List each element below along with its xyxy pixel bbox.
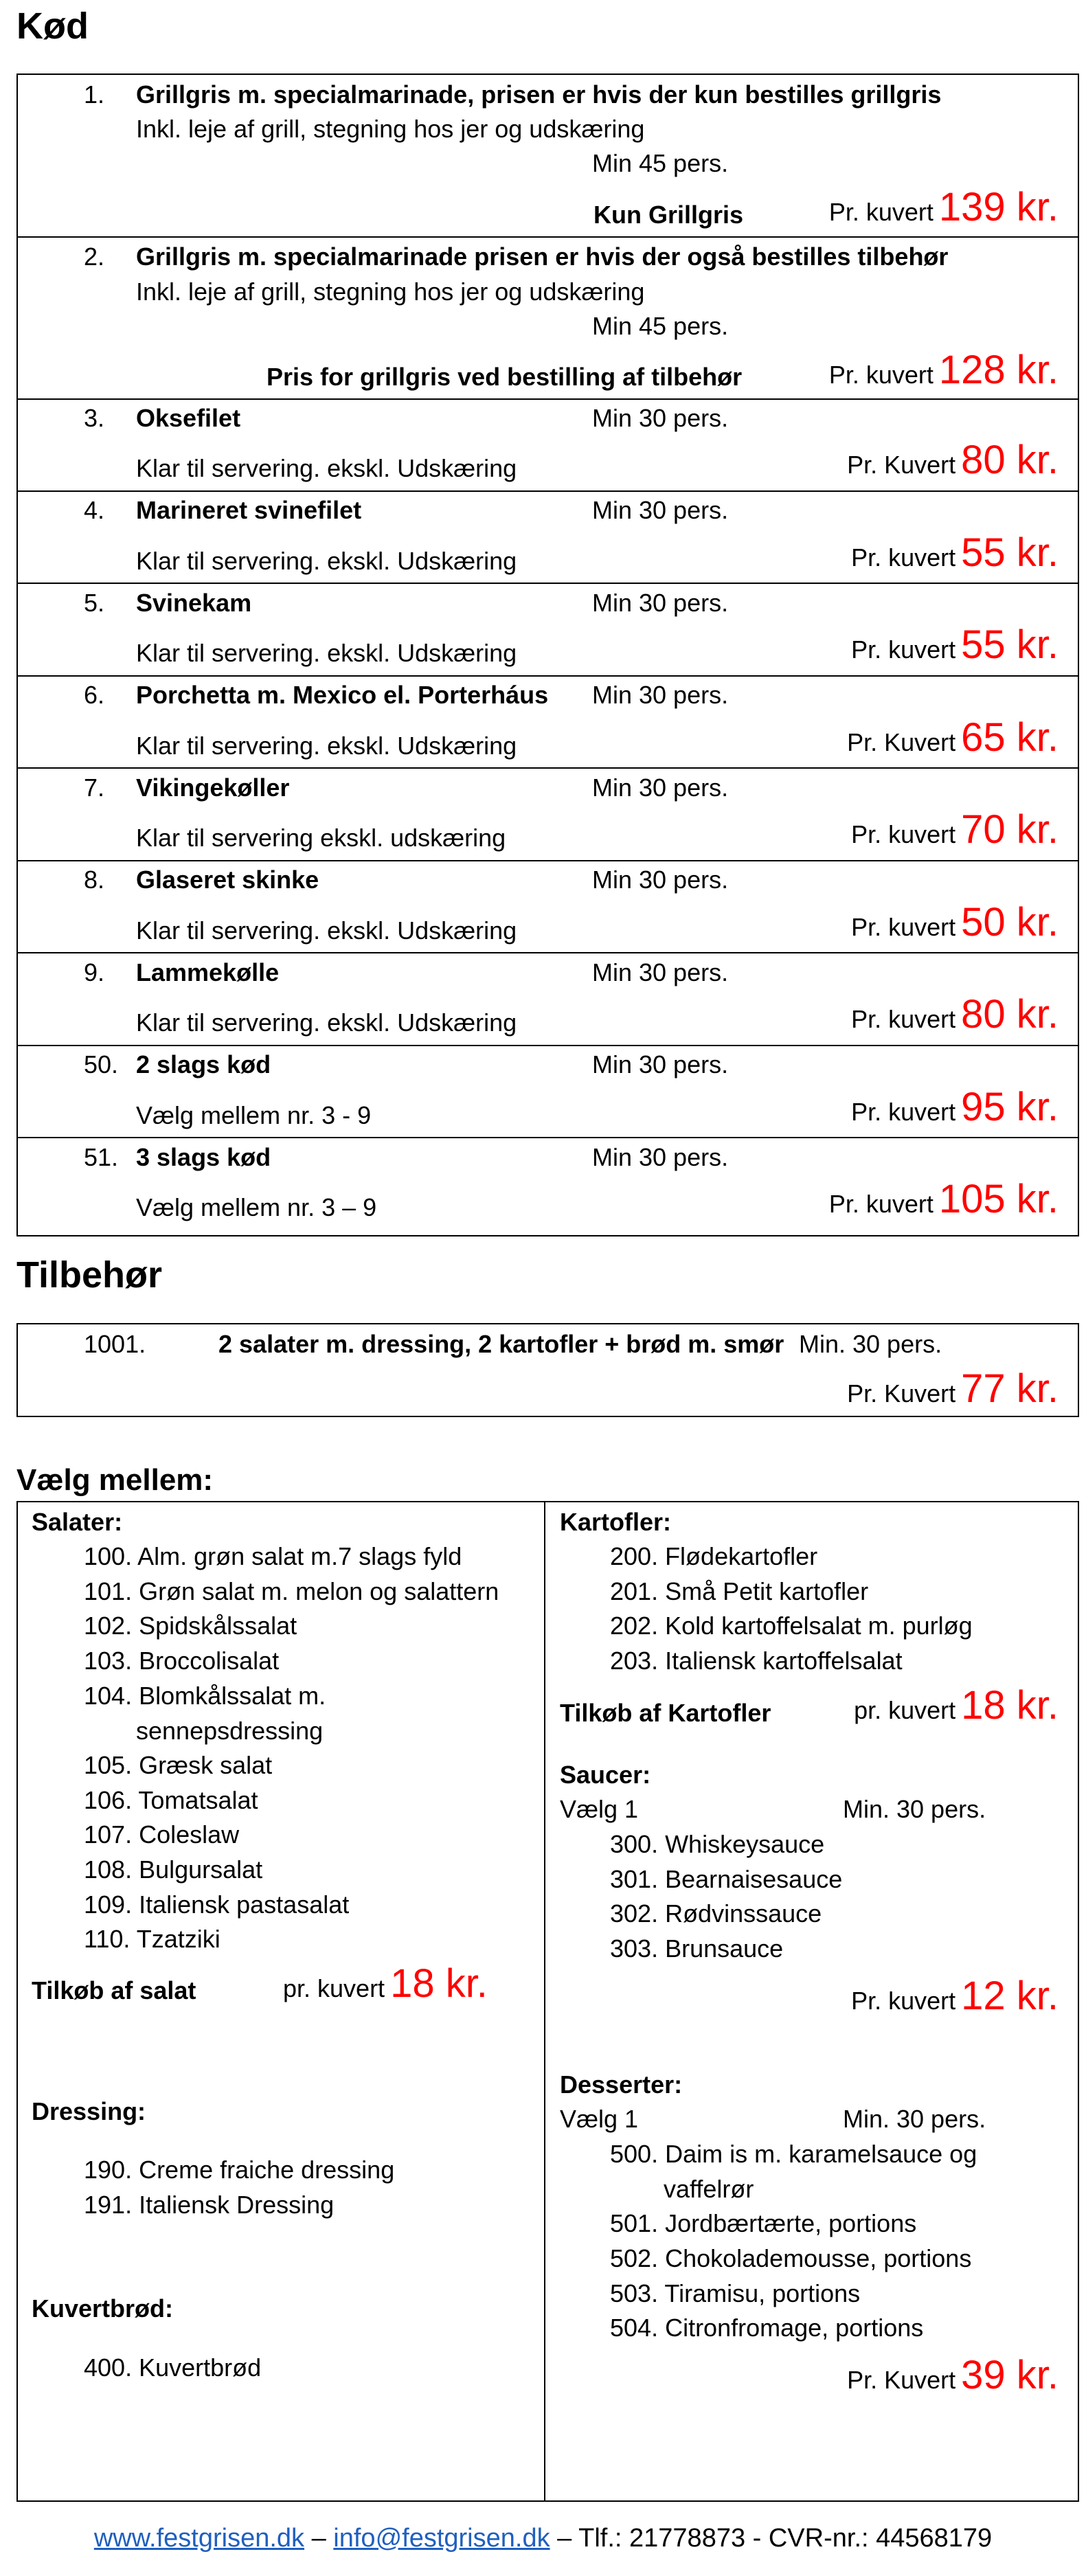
footer-contact-info: – Tlf.: 21778873 - CVR-nr.: 44568179 xyxy=(550,2524,993,2553)
dessert-item-continuation: vaffelrør xyxy=(664,2175,754,2203)
desserts-heading: Desserter: xyxy=(560,2070,683,2099)
meat-item-5-title: Svinekam xyxy=(136,589,252,617)
meat-item-5-desc: Klar til servering. ekskl. Udskæring xyxy=(136,639,517,667)
meat-item-1-desc: Inkl. leje af grill, stegning hos jer og udskæring xyxy=(136,115,645,143)
meat-item-3-title: Oksefilet xyxy=(136,404,241,432)
meat-item-51-desc: Vælg mellem nr. 3 – 9 xyxy=(136,1193,377,1221)
meat-item-8-desc: Klar til servering. ekskl. Udskæring xyxy=(136,916,517,945)
dressing-item: 190. Creme fraiche dressing xyxy=(84,2156,395,2184)
meat-heading: Kød xyxy=(16,5,89,47)
desserts-min: Min. 30 pers. xyxy=(843,2105,986,2133)
sauces-price: Pr. kuvert 12 kr. xyxy=(851,1974,1059,2018)
dressing-heading: Dressing: xyxy=(32,2097,146,2125)
meat-item-4-desc: Klar til servering. ekskl. Udskæring xyxy=(136,547,517,575)
meat-item-6-number: 6. xyxy=(84,681,105,709)
dessert-item: 502. Chokolademousse, portions xyxy=(610,2244,972,2272)
meat-item-7-number: 7. xyxy=(84,773,105,802)
meat-item-50-number: 50. xyxy=(84,1050,119,1078)
salads-heading: Salater: xyxy=(32,1508,123,1536)
meat-item-51-title: 3 slags kød xyxy=(136,1143,271,1171)
meat-item-50-min: Min 30 pers. xyxy=(592,1050,729,1078)
salad-item: 103. Broccolisalat xyxy=(84,1647,280,1675)
accessories-min: Min. 30 pers. xyxy=(799,1330,942,1358)
accessories-heading: Tilbehør xyxy=(16,1254,163,1296)
salad-item-continuation: sennepsdressing xyxy=(136,1717,324,1745)
meat-item-2-number: 2. xyxy=(84,242,105,271)
meat-item-5-price: Pr. kuvert 55 kr. xyxy=(851,622,1059,667)
salad-item: 102. Spidskålssalat xyxy=(84,1612,297,1640)
meat-item-2-price: Pr. kuvert 128 kr. xyxy=(828,348,1059,392)
potatoes-heading: Kartofler: xyxy=(560,1508,672,1536)
dessert-item: 503. Tiramisu, portions xyxy=(610,2279,861,2307)
salad-addon-label: Tilkøb af salat xyxy=(32,1976,196,2004)
meat-item-51-price: Pr. kuvert 105 kr. xyxy=(828,1177,1059,1221)
desserts-choose: Vælg 1 xyxy=(560,2105,639,2133)
footer xyxy=(0,2521,1086,2555)
salad-item: 108. Bulgursalat xyxy=(84,1855,263,1884)
website-link[interactable]: www.festgrisen.dk xyxy=(93,2524,305,2553)
meat-item-50-title: 2 slags kød xyxy=(136,1050,271,1078)
dressing-item: 191. Italiensk Dressing xyxy=(84,2191,335,2219)
sauce-item: 302. Rødvinssauce xyxy=(610,1899,822,1928)
meat-item-1-price: Pr. kuvert 139 kr. xyxy=(828,185,1059,229)
meat-item-8-price: Pr. kuvert 50 kr. xyxy=(851,900,1059,945)
potato-item: 203. Italiensk kartoffelsalat xyxy=(610,1647,903,1675)
meat-item-4-number: 4. xyxy=(84,496,105,524)
accessories-number: 1001. xyxy=(84,1330,146,1358)
potatoes-addon-label: Tilkøb af Kartofler xyxy=(560,1699,771,1727)
meat-item-5-min: Min 30 pers. xyxy=(592,589,729,617)
meat-item-9-title: Lammekølle xyxy=(136,958,280,986)
meat-item-4-min: Min 30 pers. xyxy=(592,496,729,524)
salad-item: 106. Tomatsalat xyxy=(84,1786,258,1814)
dessert-item: 500. Daim is m. karamelsauce og xyxy=(610,2140,977,2168)
salad-item: 100. Alm. grøn salat m.7 slags fyld xyxy=(84,1542,462,1570)
meat-item-1-min: Min 45 pers. xyxy=(592,149,729,177)
salad-item: 107. Coleslaw xyxy=(84,1820,240,1849)
meat-item-51-min: Min 30 pers. xyxy=(592,1143,729,1171)
meat-item-9-number: 9. xyxy=(84,958,105,986)
meat-item-8-min: Min 30 pers. xyxy=(592,866,729,894)
sauces-choose: Vælg 1 xyxy=(560,1795,639,1823)
salad-item: 110. Tzatziki xyxy=(84,1925,220,1953)
meat-item-2-title: Grillgris m. specialmarinade prisen er hvis der også bestilles tilbehør xyxy=(136,242,949,271)
meat-item-5-number: 5. xyxy=(84,589,105,617)
dessert-item: 504. Citronfromage, portions xyxy=(610,2314,924,2342)
meat-item-6-price: Pr. Kuvert 65 kr. xyxy=(847,715,1059,760)
meat-item-6-title: Porchetta m. Mexico el. Porterháus xyxy=(136,681,549,709)
choose-heading: Vælg mellem: xyxy=(16,1463,214,1497)
accessories-price: Pr. Kuvert 77 kr. xyxy=(847,1366,1059,1411)
meat-item-7-title: Vikingekøller xyxy=(136,773,290,802)
sauces-heading: Saucer: xyxy=(560,1761,651,1789)
salad-item: 101. Grøn salat m. melon og salattern xyxy=(84,1577,499,1605)
salad-item: 109. Italiensk pastasalat xyxy=(84,1890,350,1919)
meat-item-6-desc: Klar til servering. ekskl. Udskæring xyxy=(136,732,517,760)
potato-item: 200. Flødekartofler xyxy=(610,1542,818,1570)
footer-separator: – xyxy=(304,2524,334,2553)
meat-item-7-price: Pr. kuvert 70 kr. xyxy=(851,807,1059,852)
meat-item-3-min: Min 30 pers. xyxy=(592,404,729,432)
sauce-item: 300. Whiskeysauce xyxy=(610,1830,825,1858)
meat-item-3-number: 3. xyxy=(84,404,105,432)
meat-item-2-label: Pris for grillgris ved bestilling af tilbehør xyxy=(267,363,743,391)
meat-item-9-min: Min 30 pers. xyxy=(592,958,729,986)
potato-item: 201. Små Petit kartofler xyxy=(610,1577,869,1605)
bread-item: 400. Kuvertbrød xyxy=(84,2353,262,2382)
meat-item-1-title: Grillgris m. specialmarinade, prisen er hvis der kun bestilles grillgris xyxy=(136,80,942,109)
salad-addon-price: pr. kuvert 18 kr. xyxy=(283,1961,488,2006)
meat-item-2-desc: Inkl. leje af grill, stegning hos jer og udskæring xyxy=(136,278,645,306)
bread-heading: Kuvertbrød: xyxy=(32,2294,173,2323)
accessories-title: 2 salater m. dressing, 2 kartofler + brød m. smør xyxy=(218,1330,784,1358)
meat-item-50-price: Pr. kuvert 95 kr. xyxy=(851,1085,1059,1129)
potato-item: 202. Kold kartoffelsalat m. purløg xyxy=(610,1612,973,1640)
meat-item-1-label: Kun Grillgris xyxy=(593,201,744,229)
meat-item-8-title: Glaseret skinke xyxy=(136,866,319,894)
meat-item-7-min: Min 30 pers. xyxy=(592,773,729,802)
sauce-item: 303. Brunsauce xyxy=(610,1934,784,1963)
meat-item-8-number: 8. xyxy=(84,866,105,894)
meat-item-4-title: Marineret svinefilet xyxy=(136,496,362,524)
meat-item-1-number: 1. xyxy=(84,80,105,109)
meat-item-6-min: Min 30 pers. xyxy=(592,681,729,709)
meat-item-50-desc: Vælg mellem nr. 3 - 9 xyxy=(136,1101,372,1129)
sauces-min: Min. 30 pers. xyxy=(843,1795,986,1823)
salad-item: 104. Blomkålssalat m. xyxy=(84,1682,326,1710)
meat-item-51-number: 51. xyxy=(84,1143,119,1171)
meat-item-9-price: Pr. kuvert 80 kr. xyxy=(851,992,1059,1037)
dessert-item: 501. Jordbærtærte, portions xyxy=(610,2209,917,2237)
sauce-item: 301. Bearnaisesauce xyxy=(610,1865,843,1893)
meat-item-9-desc: Klar til servering. ekskl. Udskæring xyxy=(136,1008,517,1037)
meat-item-4-price: Pr. kuvert 55 kr. xyxy=(851,530,1059,575)
meat-item-3-desc: Klar til servering. ekskl. Udskæring xyxy=(136,454,517,482)
meat-item-7-desc: Klar til servering ekskl. udskæring xyxy=(136,824,506,852)
meat-item-3-price: Pr. Kuvert 80 kr. xyxy=(847,438,1059,482)
salad-item: 105. Græsk salat xyxy=(84,1751,273,1779)
email-link[interactable]: info@festgrisen.dk xyxy=(333,2524,550,2553)
potatoes-addon-price: pr. kuvert 18 kr. xyxy=(854,1683,1059,1728)
meat-item-2-min: Min 45 pers. xyxy=(592,312,729,340)
desserts-price: Pr. Kuvert 39 kr. xyxy=(847,2353,1059,2397)
